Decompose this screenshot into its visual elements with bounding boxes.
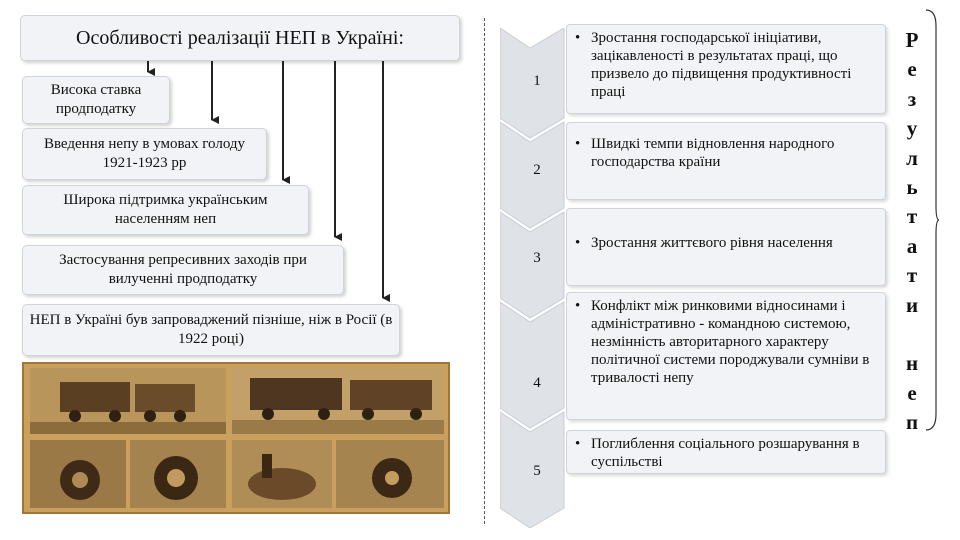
vertical-letter: а bbox=[906, 233, 918, 258]
vertical-letter: е bbox=[907, 380, 917, 405]
vertical-letter: ь bbox=[906, 175, 918, 200]
result-text-1: Зростання господарської ініціативи, зацікавленості в результатах праці, що призвело до підвищення продуктивності праці bbox=[591, 30, 852, 100]
bullet-3: • bbox=[575, 235, 581, 251]
right-brace-icon bbox=[924, 6, 940, 436]
vertical-letter: е bbox=[907, 57, 917, 82]
photo-panel-4 bbox=[130, 440, 226, 508]
vertical-letter bbox=[900, 320, 924, 349]
step-chevrons bbox=[500, 28, 570, 528]
bullet-4: • bbox=[575, 298, 581, 314]
chevron-4 bbox=[500, 302, 564, 428]
step-number-1: 1 bbox=[533, 73, 541, 89]
photo-panel-3 bbox=[30, 440, 126, 508]
feature-box-3 bbox=[22, 185, 309, 235]
result-box-5 bbox=[566, 430, 886, 474]
result-box-3 bbox=[566, 208, 886, 286]
feature-box-4 bbox=[22, 245, 344, 295]
diagram-title: Особливості реалізації НЕП в Україні: bbox=[76, 26, 404, 49]
feature-text-5: НЕП в Україні був запроваджений пізніше, ніж в Росії (в 1922 році) bbox=[29, 311, 393, 347]
result-box-1 bbox=[566, 24, 886, 114]
photo-panel-6 bbox=[336, 440, 444, 508]
step-number-4: 4 bbox=[533, 375, 541, 391]
result-text-2: Швидкі темпи відновлення народного господарства країни bbox=[591, 136, 835, 170]
bullet-5: • bbox=[575, 436, 581, 452]
divider-line bbox=[484, 18, 485, 524]
result-box-4 bbox=[566, 292, 886, 420]
vertical-word bbox=[900, 26, 924, 438]
vertical-letter: л bbox=[906, 145, 918, 170]
vertical-letter: з bbox=[907, 86, 917, 111]
vertical-letter: н bbox=[905, 351, 919, 376]
step-number-2: 2 bbox=[533, 162, 541, 178]
vertical-letter: т bbox=[906, 263, 918, 288]
bullet-2: • bbox=[575, 136, 581, 152]
vertical-letter: у bbox=[906, 116, 918, 141]
photo-panel-2 bbox=[232, 368, 444, 434]
feature-text-3: Широка підтримка українським населенням неп bbox=[63, 191, 268, 227]
result-text-3: Зростання життєвого рівня населення bbox=[591, 235, 833, 251]
feature-box-5 bbox=[22, 304, 400, 356]
feature-text-4: Застосування репресивних заходів при вилученні продподатку bbox=[59, 251, 307, 287]
result-box-2 bbox=[566, 122, 886, 200]
feature-text-2: Введення непу в умовах голоду 1921-1923 рр bbox=[43, 135, 246, 171]
vertical-letter: т bbox=[906, 204, 918, 229]
vertical-letter: и bbox=[905, 292, 919, 317]
result-text-4: Конфлікт між ринковими відносинами і адміністративно - командною системою, незмінність авторитарного характеру політичної системи породжували сумніви в тривалості непу bbox=[591, 298, 870, 386]
vertical-letter: п bbox=[905, 410, 919, 435]
step-number-5: 5 bbox=[533, 463, 541, 479]
feature-text-1: Висока ставка продподатку bbox=[50, 81, 142, 117]
historical-photo bbox=[22, 362, 450, 514]
feature-box-1 bbox=[22, 76, 170, 124]
photo-panel-1 bbox=[30, 368, 226, 434]
feature-box-2 bbox=[22, 128, 267, 180]
bullet-1: • bbox=[575, 30, 581, 46]
photo-panel-5 bbox=[232, 440, 332, 508]
vertical-letter: Р bbox=[905, 28, 919, 52]
step-number-3: 3 bbox=[533, 250, 541, 266]
result-text-5: Поглиблення соціального розшарування в суспільстві bbox=[591, 436, 860, 470]
